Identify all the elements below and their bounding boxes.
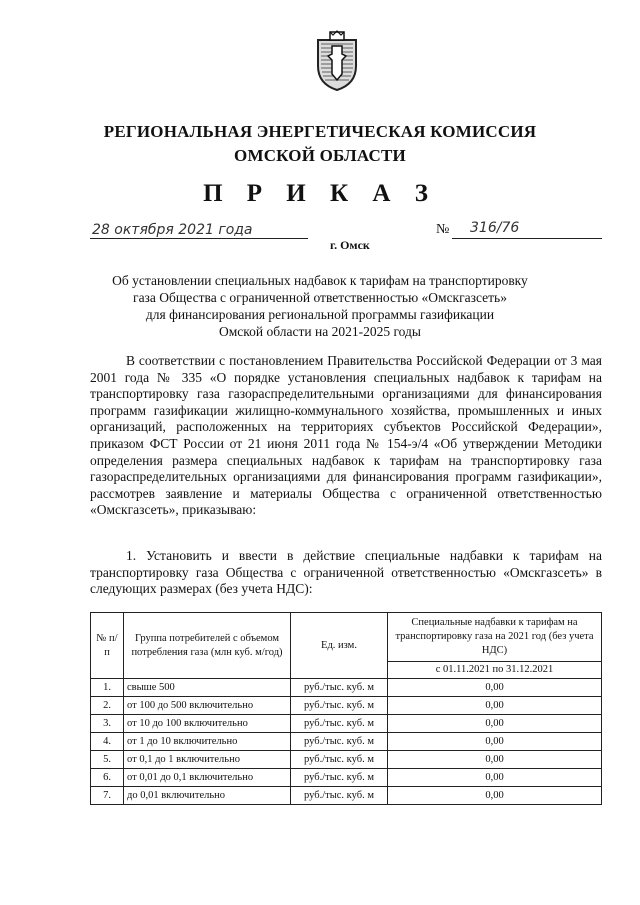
table-row <box>91 679 602 697</box>
table-row <box>91 769 602 787</box>
subject-line: газа Общества с ограниченной ответственностью «Омскгазсеть» <box>133 290 507 305</box>
organization-name-line1: РЕГИОНАЛЬНАЯ ЭНЕРГЕТИЧЕСКАЯ КОМИССИЯ <box>103 122 537 141</box>
subject-line: Об установлении специальных надбавок к тарифам на транспортировку <box>112 273 528 288</box>
body-paragraph-preamble: В соответствии с постановлением Правительства Российской Федерации от 3 мая 2001 года № 335 «О порядке установления специальных надбавок к тарифам на транспортировку газа газораспределительными организациями для финансирования программ газификации жилищно-коммунального хозяйства, промышленных и иных организаций, расположенных на территориях субъектов Российской Федерации», приказом ФСТ России от 21 июня 2011 года № 154-э/4 «Об утверждении Методики определения размера специальных надбавок к тарифам на транспортировку газа газораспределительных организациями для финансирования программ газификации», рассмотрев заявление и материалы Общества с ограниченной ответственностью «Омскгазсеть», приказываю: <box>90 353 602 518</box>
unit: руб./тыс. куб. м <box>291 715 388 733</box>
city-label: г. Омск <box>330 238 370 252</box>
unit: руб./тыс. куб. м <box>291 787 388 805</box>
tariff-value: 0,00 <box>388 733 602 751</box>
table-row <box>91 697 602 715</box>
subject-line: Омской области на 2021-2025 годы <box>219 324 421 339</box>
consumer-group: до 0,01 включительно <box>124 787 291 805</box>
header-tariff: Специальные надбавки к тарифам на транспортировку газа на 2021 год (без учета НДС) <box>388 613 602 662</box>
table-row <box>91 787 602 805</box>
consumer-group: от 0,01 до 0,1 включительно <box>124 769 291 787</box>
consumer-group: от 0,1 до 1 включительно <box>124 751 291 769</box>
consumer-group: свыше 500 <box>124 679 291 697</box>
consumer-group: от 100 до 500 включительно <box>124 697 291 715</box>
table-row <box>91 733 602 751</box>
handwritten-order-number: 316/76 <box>470 220 520 236</box>
row-number: 2. <box>91 697 124 715</box>
coat-of-arms-emblem <box>312 30 362 92</box>
tariff-value: 0,00 <box>388 697 602 715</box>
consumer-group: от 1 до 10 включительно <box>124 733 291 751</box>
order-subject <box>90 272 550 340</box>
table-row <box>91 715 602 733</box>
tariff-value: 0,00 <box>388 787 602 805</box>
number-underline <box>452 238 602 239</box>
header-consumer-group: Группа потребителей с объемом потребления газа (млн куб. м/год) <box>124 613 291 679</box>
date-underline <box>90 238 308 239</box>
handwritten-date: 28 октября 2021 года <box>92 222 253 238</box>
unit: руб./тыс. куб. м <box>291 769 388 787</box>
organization-name-line2: ОМСКОЙ ОБЛАСТИ <box>234 146 406 165</box>
body-paragraph-item1: 1. Установить и ввести в действие специальные надбавки к тарифам на транспортировку газа Общества с ограниченной ответственностью «Омскгазсеть» в следующих размерах (без учета НДС): <box>90 548 602 597</box>
header-unit: Ед. изм. <box>291 613 388 679</box>
row-number: 4. <box>91 733 124 751</box>
tariff-value: 0,00 <box>388 679 602 697</box>
row-number: 1. <box>91 679 124 697</box>
header-period: с 01.11.2021 по 31.12.2021 <box>388 662 602 679</box>
unit: руб./тыс. куб. м <box>291 733 388 751</box>
header-num: № п/п <box>91 613 124 679</box>
table-row <box>91 751 602 769</box>
tariff-value: 0,00 <box>388 715 602 733</box>
unit: руб./тыс. куб. м <box>291 751 388 769</box>
subject-line: для финансирования региональной программы газификации <box>145 307 495 322</box>
unit: руб./тыс. куб. м <box>291 679 388 697</box>
tariff-table <box>90 612 602 805</box>
order-number-label: № <box>436 222 450 237</box>
consumer-group: от 10 до 100 включительно <box>124 715 291 733</box>
document-type-title: П Р И К А З <box>203 180 437 207</box>
tariff-value: 0,00 <box>388 751 602 769</box>
unit: руб./тыс. куб. м <box>291 697 388 715</box>
row-number: 7. <box>91 787 124 805</box>
row-number: 5. <box>91 751 124 769</box>
tariff-value: 0,00 <box>388 769 602 787</box>
row-number: 6. <box>91 769 124 787</box>
row-number: 3. <box>91 715 124 733</box>
